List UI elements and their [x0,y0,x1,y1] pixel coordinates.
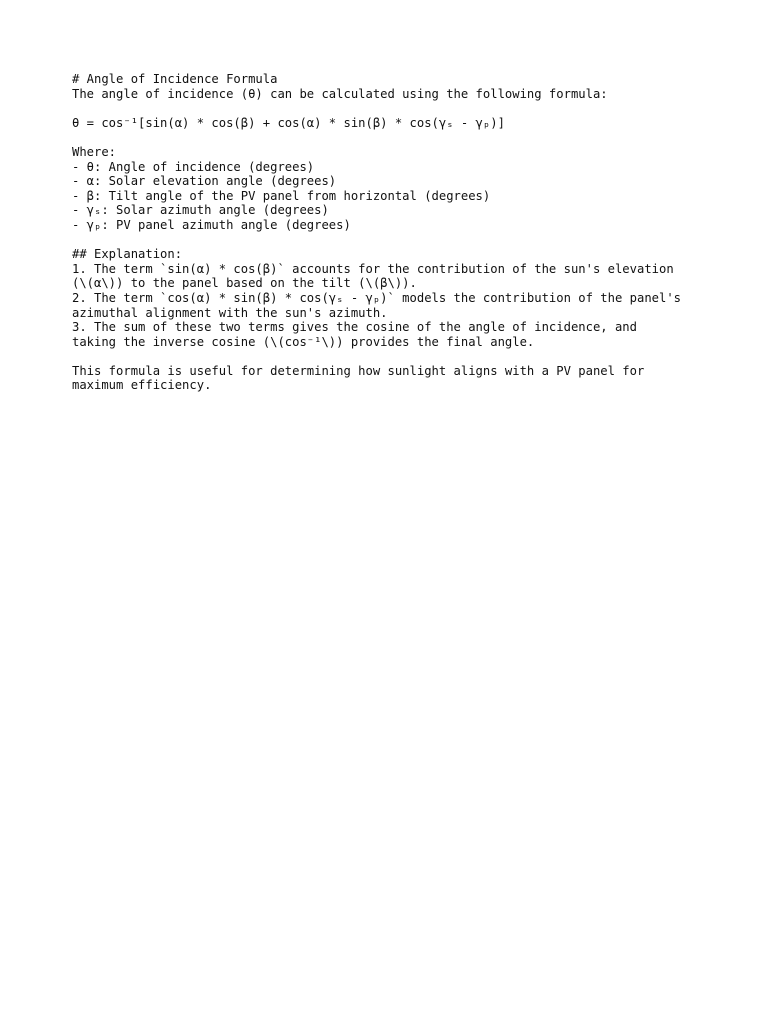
where-item: - θ: Angle of incidence (degrees) [72,159,315,174]
where-label: Where: [72,144,117,159]
explanation-line: taking the inverse cosine (\(cos⁻¹\)) provides the final angle. [72,334,535,349]
conclusion-line: maximum efficiency. [72,378,212,393]
document-page [72,72,712,393]
intro-text: The angle of incidence (θ) can be calculated using the following formula: [72,86,608,101]
explanation-line: 1. The term `sin(α) * cos(β)` accounts for the contribution of the sun's elevation [72,261,674,276]
where-item: - β: Tilt angle of the PV panel from horizontal (degrees) [72,188,491,203]
conclusion-line: This formula is useful for determining how sunlight aligns with a PV panel for [72,363,645,378]
where-item: - γₚ: PV panel azimuth angle (degrees) [72,217,351,232]
where-item: - γₛ: Solar azimuth angle (degrees) [72,203,329,218]
spacer [72,233,712,248]
where-item: - α: Solar elevation angle (degrees) [72,174,337,189]
explanation-heading: ## Explanation: [72,247,183,262]
explanation-line: (\(α\)) to the panel based on the tilt (\(β\)). [72,276,417,291]
explanation-line: 3. The sum of these two terms gives the cosine of the angle of incidence, and [72,320,637,335]
document-heading: # Angle of Incidence Formula [72,72,278,86]
explanation-line: azimuthal alignment with the sun's azimuth. [72,305,388,320]
spacer [72,349,712,364]
spacer [72,101,712,116]
formula-line: θ = cos⁻¹[sin(α) * cos(β) + cos(α) * sin(β) * cos(γₛ - γₚ)] [72,115,505,130]
spacer [72,130,712,145]
explanation-line: 2. The term `cos(α) * sin(β) * cos(γₛ - γₚ)` models the contribution of the panel's [72,290,682,305]
